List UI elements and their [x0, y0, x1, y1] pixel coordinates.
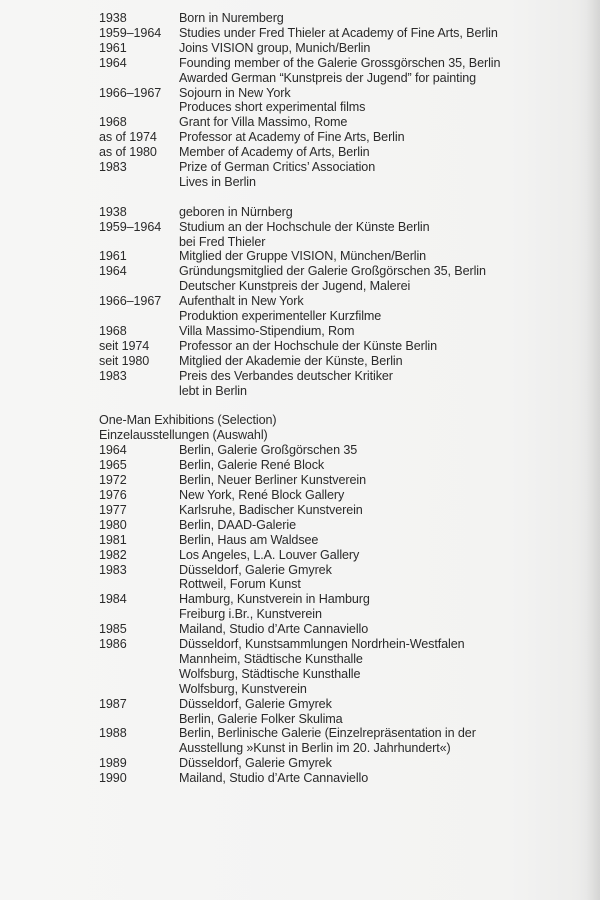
entry-year: [99, 279, 179, 294]
entry-text: bei Fred Thieler: [179, 234, 266, 249]
entry-row: [99, 86, 569, 101]
entry-year: 1990: [99, 771, 127, 786]
entry-text: Awarded German “Kunstpreis der Jugend” for painting: [179, 70, 477, 85]
entry-text: New York, René Block Gallery: [179, 487, 345, 502]
page-content: [99, 11, 569, 786]
entry-year: [99, 667, 179, 682]
entry-year: 1981: [99, 532, 127, 547]
entry-row: [99, 100, 569, 115]
entry-row: [99, 592, 569, 607]
entry-year: [99, 682, 179, 697]
entry-row: [99, 249, 569, 264]
entry-year: 1983: [99, 160, 127, 175]
entry-text: Freiburg i.Br., Kunstverein: [179, 607, 322, 622]
entry-row: [99, 235, 569, 250]
entry-text: Joins VISION group, Munich/Berlin: [179, 40, 371, 55]
entry-year: [99, 71, 179, 86]
entry-year: 1977: [99, 502, 127, 517]
entry-year: [99, 235, 179, 250]
entry-text: Mannheim, Städtische Kunsthalle: [179, 651, 363, 666]
entry-year: 1988: [99, 726, 127, 741]
entry-text: Professor an der Hochschule der Künste Berlin: [179, 338, 438, 353]
entry-row: [99, 145, 569, 160]
entry-text: Gründungsmitglied der Galerie Großgörschen 35, Berlin: [179, 264, 486, 279]
entry-text: Berlin, Galerie Folker Skulima: [179, 711, 343, 726]
entry-text: Wolfsburg, Städtische Kunsthalle: [179, 666, 361, 681]
entry-year: 1965: [99, 458, 127, 473]
entry-year: 1983: [99, 368, 127, 383]
entry-text: Karlsruhe, Badischer Kunstverein: [179, 502, 363, 517]
entry-row: [99, 160, 569, 175]
entry-year: 1989: [99, 756, 127, 771]
entry-text: Wolfsburg, Kunstverein: [179, 681, 307, 696]
entry-year: 1984: [99, 592, 127, 607]
entry-year: 1961: [99, 40, 127, 55]
entry-row: [99, 115, 569, 130]
entry-row: [99, 697, 569, 712]
entry-text: Deutscher Kunstpreis der Jugend, Malerei: [179, 279, 411, 294]
entry-row: [99, 637, 569, 652]
entry-text: Lives in Berlin: [179, 174, 256, 189]
entry-row: [99, 354, 569, 369]
entry-text: Member of Academy of Arts, Berlin: [179, 145, 370, 160]
entry-row: [99, 518, 569, 533]
entry-row: [99, 130, 569, 145]
entry-text: Born in Nuremberg: [179, 11, 284, 25]
entry-row: [99, 324, 569, 339]
entry-row: [99, 175, 569, 190]
entry-year: [99, 175, 179, 190]
entry-text: Mitglied der Akademie der Künste, Berlin: [179, 353, 403, 368]
entry-row: [99, 682, 569, 697]
entry-year: seit 1980: [99, 353, 150, 368]
entry-text: Berlin, DAAD-Galerie: [179, 517, 296, 532]
entry-year: 1982: [99, 547, 127, 562]
entry-year: [99, 741, 179, 756]
entry-row: [99, 294, 569, 309]
entry-row: [99, 309, 569, 324]
entry-text: Berlin, Neuer Berliner Kunstverein: [179, 473, 366, 488]
entry-year: 1968: [99, 115, 127, 130]
entry-row: [99, 488, 569, 503]
entry-text: Mailand, Studio d’Arte Cannaviello: [179, 771, 369, 786]
entry-text: Produces short experimental films: [179, 100, 366, 115]
entry-row: [99, 563, 569, 578]
entry-year: 1966–1967: [99, 85, 162, 100]
entry-text: Los Angeles, L.A. Louver Gallery: [179, 547, 360, 562]
entry-text: Berlin, Galerie René Block: [179, 458, 325, 473]
entry-row: [99, 384, 569, 399]
entry-text: Villa Massimo-Stipendium, Rom: [179, 324, 355, 339]
entry-year: seit 1974: [99, 338, 150, 353]
entry-text: Sojourn in New York: [179, 85, 291, 100]
entry-year: 1976: [99, 487, 127, 502]
entry-text: Ausstellung »Kunst in Berlin im 20. Jahrhundert«): [179, 741, 451, 756]
entry-row: [99, 577, 569, 592]
entry-row: [99, 771, 569, 786]
entry-text: Mitglied der Gruppe VISION, München/Berlin: [179, 249, 427, 264]
entry-row: [99, 533, 569, 548]
entry-year: [99, 309, 179, 324]
entry-year: as of 1980: [99, 145, 157, 160]
entry-text: Grant for Villa Massimo, Rome: [179, 115, 348, 130]
entry-text: Mailand, Studio d’Arte Cannaviello: [179, 622, 369, 637]
entry-text: Produktion experimenteller Kurzfilme: [179, 309, 382, 324]
entry-text: Preis des Verbandes deutscher Kritiker: [179, 368, 393, 383]
entry-text: Founding member of the Galerie Grossgörschen 35, Berlin: [179, 55, 501, 70]
entry-year: [99, 384, 179, 399]
entry-text: Berlin, Haus am Waldsee: [179, 532, 319, 547]
exhibitions-heading-english: One-Man Exhibitions (Selection): [99, 413, 277, 428]
entry-row: [99, 473, 569, 488]
entry-text: Professor at Academy of Fine Arts, Berlin: [179, 130, 405, 145]
entry-year: 1961: [99, 249, 127, 264]
entry-text: Prize of German Critics’ Association: [179, 160, 376, 175]
entry-year: [99, 577, 179, 592]
entry-row: [99, 443, 569, 458]
entry-row: [99, 264, 569, 279]
entry-row: [99, 712, 569, 727]
entry-text: Berlin, Berlinische Galerie (Einzelrepräsentation in der: [179, 726, 476, 741]
entry-year: [99, 607, 179, 622]
entry-year: [99, 712, 179, 727]
entry-year: 1985: [99, 622, 127, 637]
entry-row: [99, 607, 569, 622]
page-edge-shadow: [586, 0, 600, 900]
entry-text: Rottweil, Forum Kunst: [179, 577, 301, 592]
entry-year: 1959–1964: [99, 25, 162, 40]
biography-english: [99, 11, 569, 190]
entry-year: 1964: [99, 55, 127, 70]
entry-year: 1959–1964: [99, 219, 162, 234]
exhibitions-list: [99, 443, 569, 786]
entry-row: [99, 220, 569, 235]
entry-row: [99, 41, 569, 56]
entry-text: Düsseldorf, Galerie Gmyrek: [179, 756, 332, 771]
entry-year: [99, 652, 179, 667]
entry-year: 1986: [99, 637, 127, 652]
entry-text: lebt in Berlin: [179, 383, 247, 398]
entry-row: [99, 26, 569, 41]
entry-row: [99, 548, 569, 563]
entry-row: [99, 279, 569, 294]
entry-year: as of 1974: [99, 130, 157, 145]
entry-row: [99, 369, 569, 384]
exhibitions-heading-german: Einzelausstellungen (Auswahl): [99, 428, 268, 443]
entry-text: geboren in Nürnberg: [179, 204, 293, 219]
entry-row: [99, 205, 569, 220]
entry-year: 1938: [99, 11, 127, 25]
entry-year: 1983: [99, 562, 127, 577]
entry-row: [99, 339, 569, 354]
entry-row: [99, 56, 569, 71]
entry-year: 1964: [99, 443, 127, 458]
entry-row: [99, 503, 569, 518]
entry-text: Düsseldorf, Galerie Gmyrek: [179, 696, 332, 711]
entry-row: [99, 458, 569, 473]
entry-row: [99, 622, 569, 637]
exhibitions-section: [99, 413, 569, 786]
entry-year: 1987: [99, 696, 127, 711]
entry-row: [99, 756, 569, 771]
entry-text: Düsseldorf, Galerie Gmyrek: [179, 562, 332, 577]
entry-text: Studies under Fred Thieler at Academy of Fine Arts, Berlin: [179, 25, 498, 40]
entry-row: [99, 726, 569, 741]
entry-year: 1972: [99, 473, 127, 488]
entry-row: [99, 11, 569, 26]
entry-year: 1966–1967: [99, 294, 162, 309]
entry-row: [99, 741, 569, 756]
entry-row: [99, 667, 569, 682]
entry-year: [99, 100, 179, 115]
entry-text: Studium an der Hochschule der Künste Berlin: [179, 219, 430, 234]
entry-year: 1968: [99, 324, 127, 339]
biography-german: [99, 205, 569, 399]
entry-row: [99, 652, 569, 667]
entry-year: 1938: [99, 204, 127, 219]
entry-year: 1964: [99, 264, 127, 279]
entry-text: Düsseldorf, Kunstsammlungen Nordrhein-Westfalen: [179, 637, 465, 652]
entry-text: Aufenthalt in New York: [179, 294, 304, 309]
entry-year: 1980: [99, 517, 127, 532]
entry-text: Hamburg, Kunstverein in Hamburg: [179, 592, 370, 607]
entry-text: Berlin, Galerie Großgörschen 35: [179, 443, 358, 458]
entry-row: [99, 71, 569, 86]
